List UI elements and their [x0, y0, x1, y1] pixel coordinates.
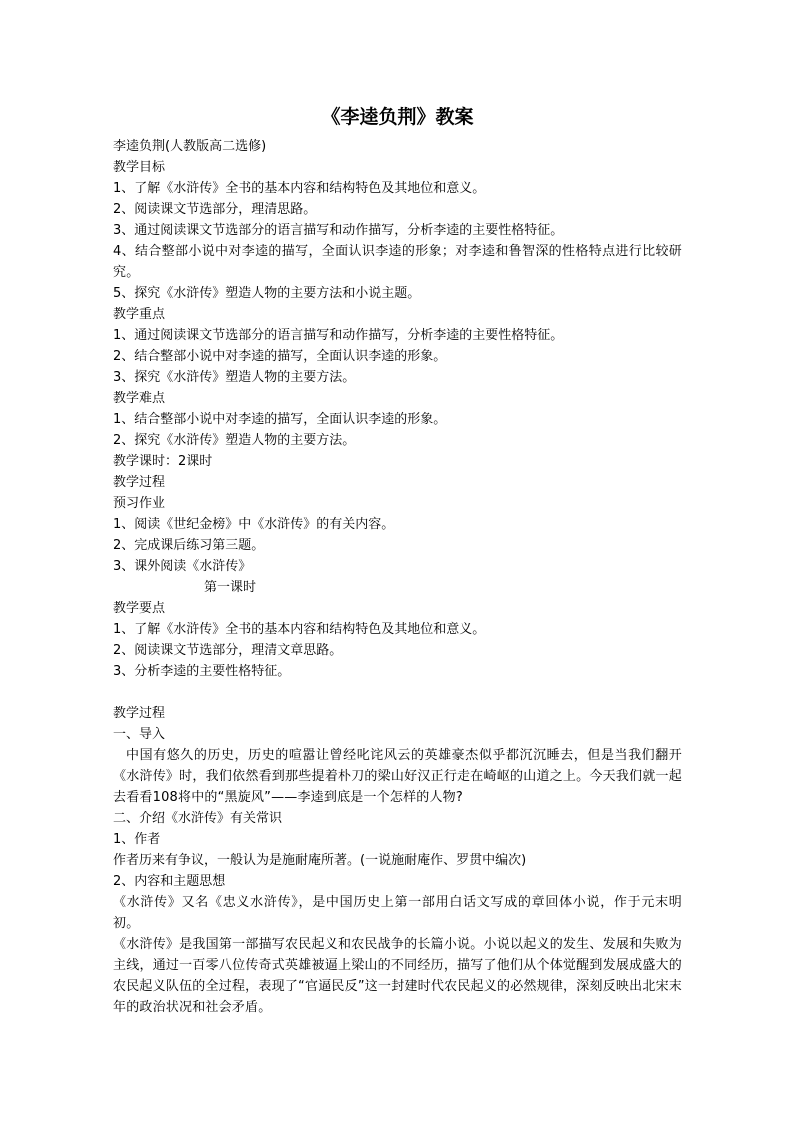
subsection-introduction: 一、导入 [113, 727, 166, 742]
section-heading-process: 教学过程 [113, 475, 166, 490]
section-heading-objectives: 教学目标 [113, 160, 166, 175]
author-paragraph: 作者历来有争议，一般认为是施耐庵所著。(一说施耐庵作、罗贯中编次) [113, 853, 527, 868]
theme-paragraph: 《水浒传》是我国第一部描写农民起义和农民战争的长篇小说。小说以起义的发生、发展和失败为主线，通过一百零八位传奇式英雄被逼上梁山的不同经历，描写了他们从个体觉醒到发展成盛大的农民起义队伍的全过程，表现了“官逼民反”这一封建时代农民起义的必然规律，深刻反映出北宋末年的政治状况和社会矛盾。 [113, 937, 682, 1015]
document-title: 《李逵负荆》教案 [321, 106, 474, 128]
lesson-point-item: 3、分析李逵的主要性格特征。 [113, 664, 291, 679]
key-point-item: 3、探究《水浒传》塑造人物的主要方法。 [113, 370, 356, 385]
introduction-paragraph: 中国有悠久的历史，历史的喧嚣让曾经叱诧风云的英雄豪杰似乎都沉沉睡去，但是当我们翻开《水浒传》时，我们依然看到那些提着朴刀的梁山好汉正行走在崎岖的山道之上。今天我们就一起去看看108将中的“黑旋风”——李逵到底是一个怎样的人物? [113, 748, 682, 805]
preview-item: 3、课外阅读《水浒传》 [113, 559, 252, 574]
difficulty-item: 1、结合整部小说中对李逵的描写，全面认识李逵的形象。 [113, 412, 447, 427]
subsection-background: 二、介绍《水浒传》有关常识 [113, 811, 283, 826]
subsection-author: 1、作者 [113, 832, 161, 847]
objective-item: 1、了解《水浒传》全书的基本内容和结构特色及其地位和意义。 [113, 181, 486, 196]
objective-item: 3、通过阅读课文节选部分的语言描写和动作描写，分析李逵的主要性格特征。 [113, 223, 564, 238]
subsection-content-theme: 2、内容和主题思想 [113, 874, 226, 889]
objective-item: 4、结合整部小说中对李逵的描写，全面认识李逵的形象；对李逵和鲁智深的性格特点进行比较研究。 [113, 244, 682, 280]
section-heading-preview: 预习作业 [113, 496, 166, 511]
section-heading-lesson-points: 教学要点 [113, 601, 166, 616]
blank-line [113, 682, 682, 703]
lesson-point-item: 1、了解《水浒传》全书的基本内容和结构特色及其地位和意义。 [113, 622, 486, 637]
section-heading-difficulties: 教学难点 [113, 391, 166, 406]
preview-item: 2、完成课后练习第三题。 [113, 538, 265, 553]
key-point-item: 1、通过阅读课文节选部分的语言描写和动作描写，分析李逵的主要性格特征。 [113, 328, 564, 343]
subtitle: 李逵负荆(人教版高二选修) [113, 139, 267, 154]
objective-item: 5、探究《水浒传》塑造人物的主要方法和小说主题。 [113, 286, 421, 301]
objective-item: 2、阅读课文节选部分，理清思路。 [113, 202, 317, 217]
content-paragraph: 《水浒传》又名《忠义水浒传》，是中国历史上第一部用白话文写成的章回体小说，作于元末明初。 [113, 895, 682, 931]
class-hours: 教学课时：2课时 [113, 454, 213, 469]
section-heading-key-points: 教学重点 [113, 307, 166, 322]
preview-item: 1、阅读《世纪金榜》中《水浒传》的有关内容。 [113, 517, 395, 532]
key-point-item: 2、结合整部小说中对李逵的描写，全面认识李逵的形象。 [113, 349, 447, 364]
lesson-one-heading: 第一课时 [204, 580, 257, 595]
lesson-point-item: 2、阅读课文节选部分，理清文章思路。 [113, 643, 343, 658]
section-heading-process-2: 教学过程 [113, 706, 166, 721]
difficulty-item: 2、探究《水浒传》塑造人物的主要方法。 [113, 433, 356, 448]
